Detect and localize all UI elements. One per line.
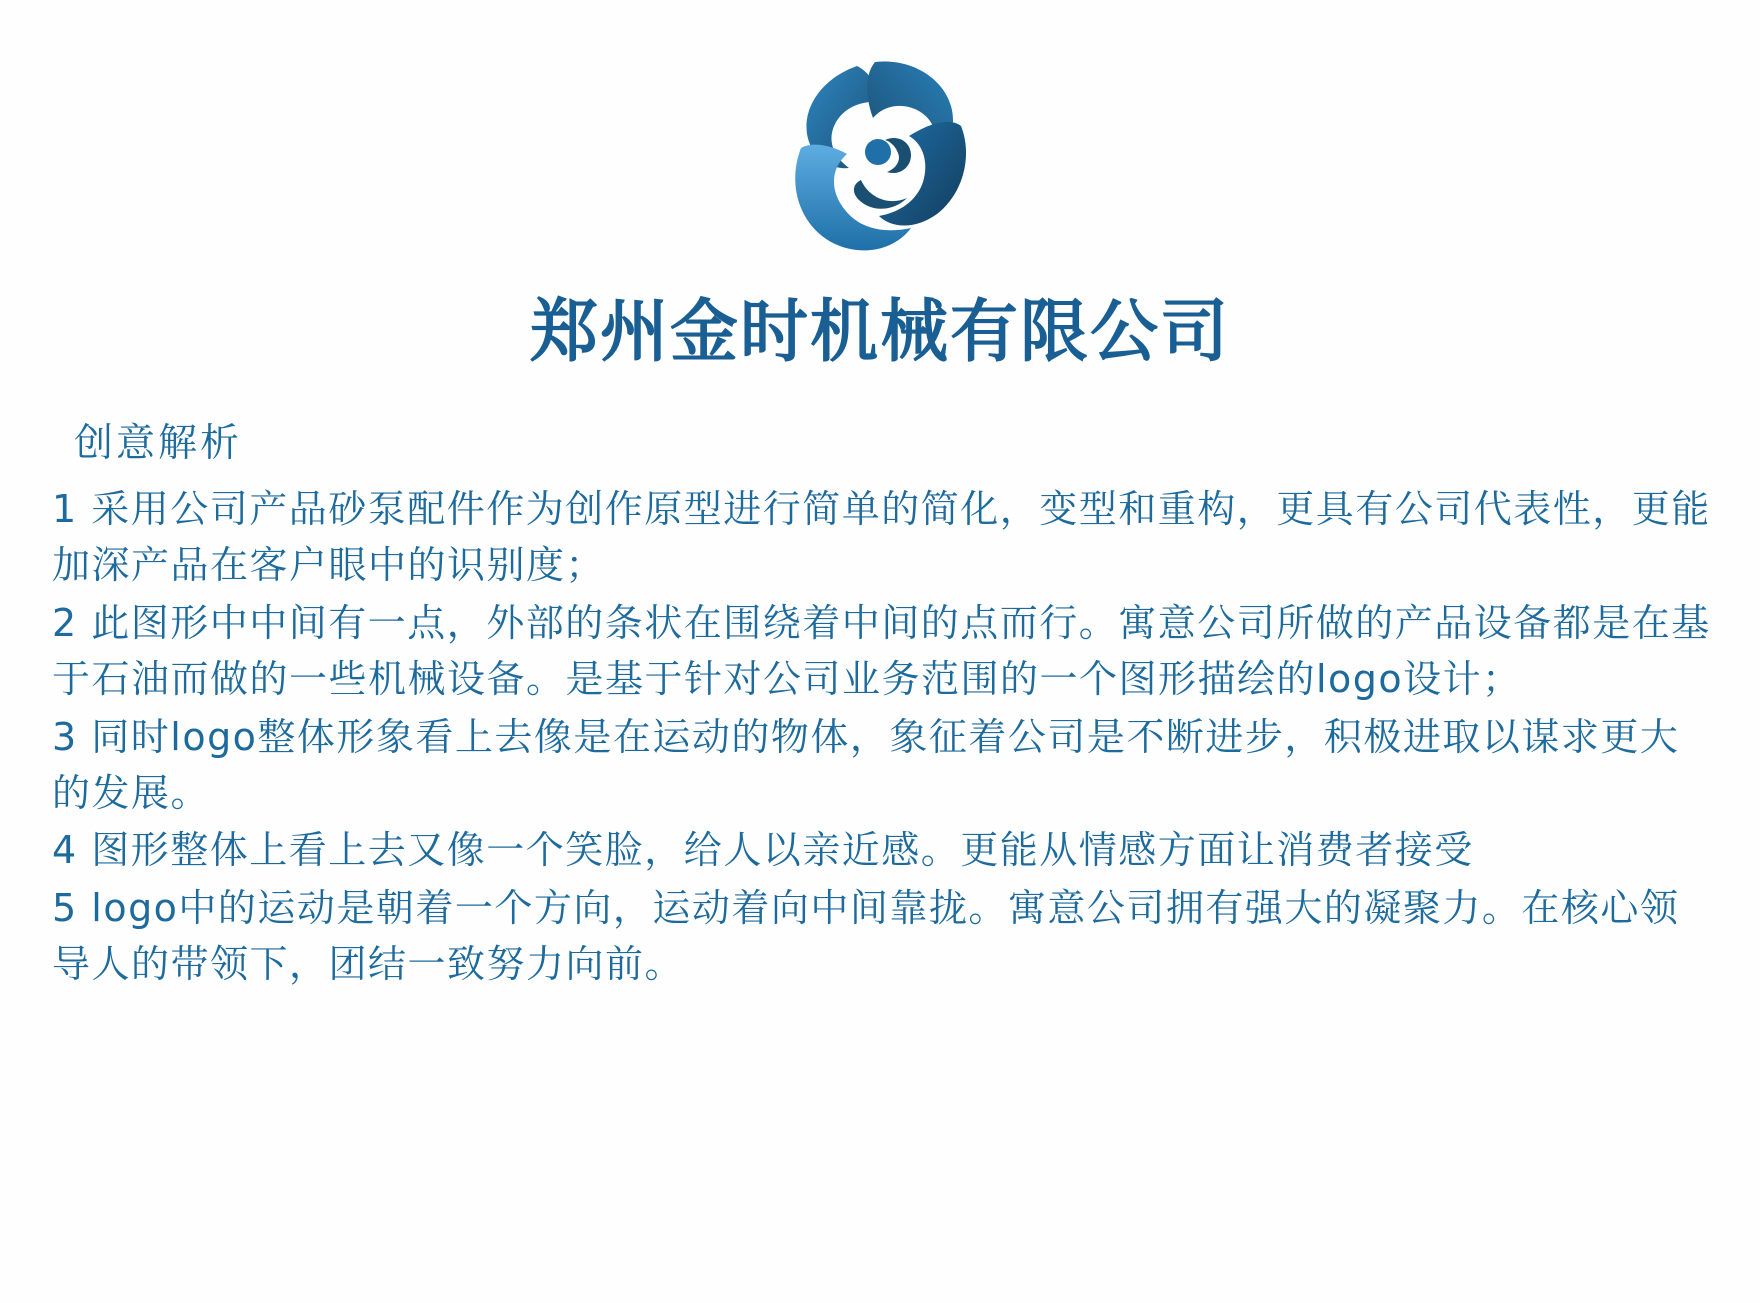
analysis-item-5: 5 logo中的运动是朝着一个方向，运动着向中间靠拢。寓意公司拥有强大的凝聚力。在核心领导人的带领下，团结一致努力向前。 <box>52 886 1680 987</box>
creative-analysis-block <box>52 415 1712 995</box>
analysis-item-4: 4 图形整体上看上去又像一个笑脸，给人以亲近感。更能从情感方面让消费者接受 <box>52 828 1474 873</box>
analysis-item-1: 1 采用公司产品砂泵配件作为创作原型进行简单的简化，变型和重构，更具有公司代表性，更能加深产品在客户眼中的识别度； <box>52 487 1711 588</box>
analysis-item-2: 2 此图形中中间有一点，外部的条状在围绕着中间的点而行。寓意公司所做的产品设备都是在基于石油而做的一些机械设备。是基于针对公司业务范围的一个图形描绘的logo设计； <box>52 601 1711 701</box>
section-heading: 创意解析 <box>74 421 243 466</box>
logo-container <box>0 48 1760 263</box>
analysis-item-3: 3 同时logo整体形象看上去像是在运动的物体，象征着公司是不断进步，积极进取以谋求更大的发展。 <box>52 714 1680 815</box>
company-logo-icon <box>765 48 995 263</box>
page-title: 郑州金时机械有限公司 <box>529 293 1230 372</box>
